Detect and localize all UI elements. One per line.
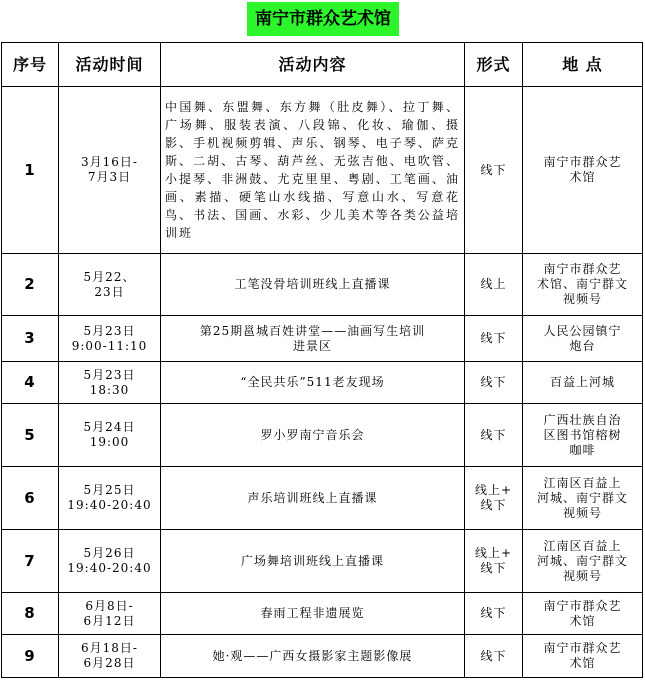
row-content: 广场舞培训班线上直播课 [161, 530, 465, 593]
row-no: 3 [2, 316, 59, 362]
row-place: 南宁市群众艺 术馆 [523, 635, 643, 678]
row-no: 1 [2, 87, 59, 254]
header-place: 地 点 [523, 43, 643, 87]
row-form: 线上 [465, 254, 523, 316]
header-time: 活动时间 [59, 43, 161, 87]
row-content: 声乐培训班线上直播课 [161, 467, 465, 530]
row-time: 5月23日 9:00-11:10 [59, 316, 161, 362]
row-content: 春雨工程非遗展览 [161, 593, 465, 635]
row-content: 中国舞、东盟舞、东方舞（肚皮舞）、拉丁舞、广场舞、服装表演、八段锦、化妆、瑜伽、摄影、手机视频剪辑、声乐、钢琴、电子琴、萨克斯、二胡、古琴、葫芦丝、无弦吉他、电吹管、小提琴、非洲鼓、尤克里里、粤剧、工笔画、油画、素描、硬笔山水线描、写意山水、写意花鸟、书法、国画、水彩、少儿美术等各类公益培训班 [161, 87, 465, 254]
table-row [2, 404, 643, 467]
row-no: 4 [2, 362, 59, 404]
row-place: 南宁市群众艺 术馆 [523, 87, 643, 254]
page-title: 南宁市群众艺术馆 [247, 2, 399, 36]
header-no: 序号 [2, 43, 59, 87]
row-place: 江南区百益上 河城、南宁群文 视频号 [523, 467, 643, 530]
row-content: 罗小罗南宁音乐会 [161, 404, 465, 467]
row-place: 江南区百益上 河城、南宁群文 视频号 [523, 530, 643, 593]
row-no: 8 [2, 593, 59, 635]
table-row [2, 87, 643, 254]
row-place: 南宁市群众艺 术馆 [523, 593, 643, 635]
row-place: 百益上河城 [523, 362, 643, 404]
row-form: 线下 [465, 362, 523, 404]
row-form: 线上+ 线下 [465, 530, 523, 593]
table-row [2, 635, 643, 678]
table-row [2, 530, 643, 593]
row-form: 线下 [465, 87, 523, 254]
row-form: 线下 [465, 635, 523, 678]
table-row [2, 593, 643, 635]
row-time: 3月16日- 7月3日 [59, 87, 161, 254]
row-time: 5月26日 19:40-20:40 [59, 530, 161, 593]
row-content: 工笔没骨培训班线上直播课 [161, 254, 465, 316]
row-time: 6月18日- 6月28日 [59, 635, 161, 678]
row-no: 9 [2, 635, 59, 678]
table-row [2, 254, 643, 316]
row-form: 线下 [465, 404, 523, 467]
row-time: 5月22、 23日 [59, 254, 161, 316]
activity-table [1, 42, 643, 678]
row-place: 南宁市群众艺 术馆、南宁群文 视频号 [523, 254, 643, 316]
table-row [2, 467, 643, 530]
header-row [2, 43, 643, 87]
header-content: 活动内容 [161, 43, 465, 87]
table-row [2, 316, 643, 362]
row-content: “全民共乐”511老友现场 [161, 362, 465, 404]
row-no: 2 [2, 254, 59, 316]
row-form: 线上+ 线下 [465, 467, 523, 530]
row-form: 线下 [465, 316, 523, 362]
row-time: 5月24日 19:00 [59, 404, 161, 467]
row-content: 第25期邕城百姓讲堂——油画写生培训 进景区 [161, 316, 465, 362]
row-time: 5月25日 19:40-20:40 [59, 467, 161, 530]
row-content: 她·观——广西女摄影家主题影像展 [161, 635, 465, 678]
row-place: 广西壮族自治 区图书馆榕树 咖啡 [523, 404, 643, 467]
row-no: 5 [2, 404, 59, 467]
row-place: 人民公园镇宁 炮台 [523, 316, 643, 362]
title-bar [0, 0, 645, 44]
row-form: 线下 [465, 593, 523, 635]
row-no: 7 [2, 530, 59, 593]
table-row [2, 362, 643, 404]
row-time: 6月8日- 6月12日 [59, 593, 161, 635]
row-no: 6 [2, 467, 59, 530]
row-time: 5月23日 18:30 [59, 362, 161, 404]
header-form: 形式 [465, 43, 523, 87]
